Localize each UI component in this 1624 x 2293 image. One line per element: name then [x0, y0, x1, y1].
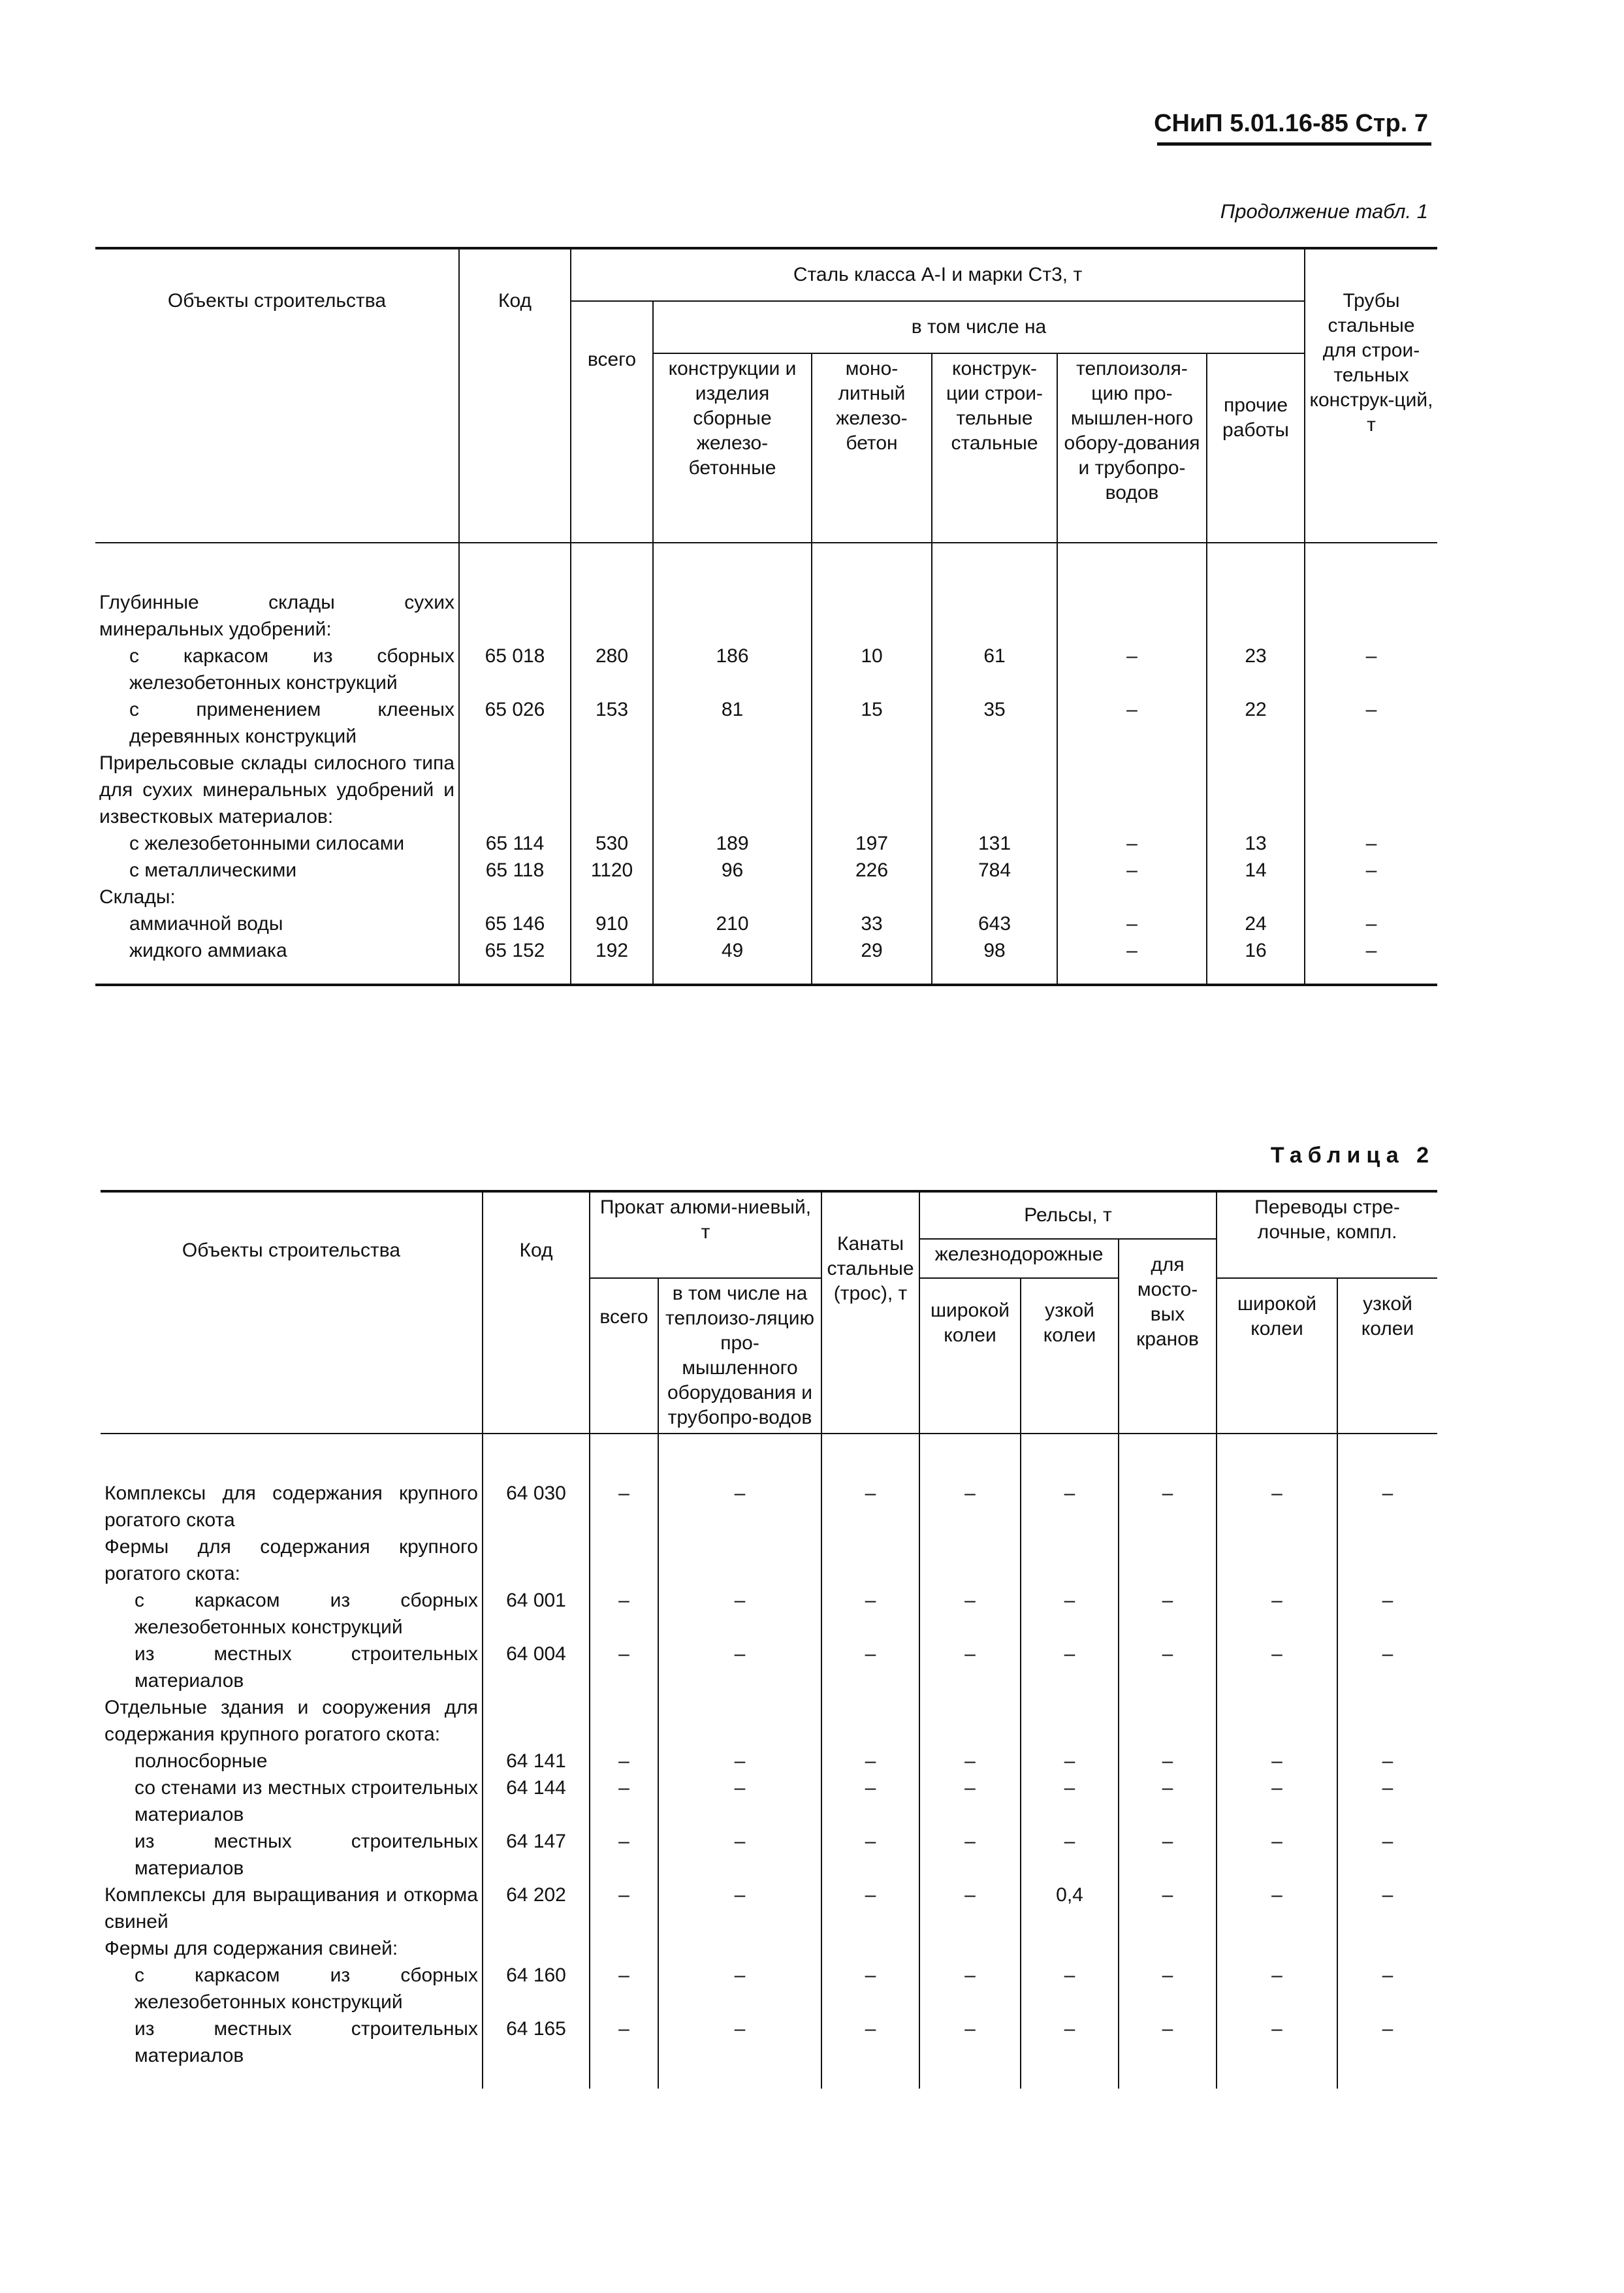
row-value: –: [590, 1480, 658, 1533]
t2-header-code: Код: [483, 1191, 590, 1434]
row-code: 64 165: [483, 2015, 590, 2069]
row-value: –: [821, 1774, 919, 1828]
row-value: –: [1305, 937, 1437, 964]
row-value: [658, 1694, 821, 1748]
t2-header-alum-total: всего: [590, 1278, 658, 1434]
row-value: [1337, 1935, 1437, 1962]
row-value: –: [919, 1748, 1021, 1774]
row-value: –: [1119, 1962, 1217, 2015]
row-value: [812, 884, 932, 910]
row-value: 16: [1207, 937, 1305, 964]
row-value: –: [658, 1641, 821, 1694]
row-code: 64 030: [483, 1480, 590, 1533]
row-value: –: [1021, 2015, 1119, 2069]
row-code: 65 114: [459, 830, 571, 857]
row-object-name: Комплексы для выращивания и откорма свиней: [101, 1882, 483, 1935]
spacer-cell: [483, 2069, 590, 2089]
row-code: 65 026: [459, 696, 571, 750]
row-value: 29: [812, 937, 932, 964]
row-value: –: [1337, 1962, 1437, 2015]
row-value: –: [1021, 1774, 1119, 1828]
row-value: [571, 750, 653, 830]
row-value: [1337, 1694, 1437, 1748]
row-value: –: [1057, 643, 1207, 696]
row-value: 96: [653, 857, 812, 884]
row-value: –: [1119, 2015, 1217, 2069]
row-value: 643: [932, 910, 1057, 937]
row-value: 197: [812, 830, 932, 857]
row-value: –: [658, 1774, 821, 1828]
row-code: [483, 1694, 590, 1748]
row-value: 910: [571, 910, 653, 937]
spacer-cell: [932, 964, 1057, 985]
table2-title: Таблица 2: [1270, 1143, 1435, 1168]
row-value: –: [658, 1480, 821, 1533]
row-value: –: [658, 1882, 821, 1935]
spacer-cell: [653, 964, 812, 985]
row-value: –: [1337, 1882, 1437, 1935]
row-object-name: Прирельсовые склады силосного типа для сухих минеральных удобрений и известковых материалов:: [95, 750, 459, 830]
row-value: 14: [1207, 857, 1305, 884]
row-code: [459, 589, 571, 643]
table-row: [101, 1480, 1437, 1533]
row-object-name: с железобетонными силосами: [95, 830, 459, 857]
row-value: –: [919, 1774, 1021, 1828]
row-object-name: Отдельные здания и сооружения для содержания крупного рогатого скота:: [101, 1694, 483, 1748]
row-value: –: [1305, 910, 1437, 937]
row-value: 0,4: [1021, 1882, 1119, 1935]
page-header: СНиП 5.01.16-85 Стр. 7: [1154, 110, 1428, 137]
row-value: [590, 1935, 658, 1962]
row-value: [821, 1533, 919, 1587]
row-code: 64 202: [483, 1882, 590, 1935]
row-value: –: [821, 1828, 919, 1882]
row-value: [919, 1694, 1021, 1748]
table1-continuation-note: Продолжение табл. 1: [1220, 200, 1428, 223]
row-value: –: [1217, 1882, 1337, 1935]
t2-header-rails: Рельсы, т: [919, 1191, 1217, 1239]
row-value: –: [1217, 1748, 1337, 1774]
header-rule: [1157, 142, 1431, 146]
row-value: –: [590, 1828, 658, 1882]
row-value: –: [1119, 1587, 1217, 1641]
table-end-row: [101, 2069, 1437, 2089]
t2-header-alum-incl: в том числе на теплоизо-ляцию про-мышленного оборудования и трубопро-водов: [658, 1278, 821, 1434]
row-value: 23: [1207, 643, 1305, 696]
spacer-cell: [1057, 964, 1207, 985]
row-object-name: с каркасом из сборных железобетонных конструкций: [101, 1962, 483, 2015]
row-value: –: [658, 1828, 821, 1882]
row-value: [919, 1935, 1021, 1962]
row-value: [1207, 884, 1305, 910]
row-value: –: [1337, 1480, 1437, 1533]
table-row: [101, 1641, 1437, 1694]
row-code: [483, 1533, 590, 1587]
row-code: [459, 750, 571, 830]
row-value: –: [919, 1882, 1021, 1935]
table-row: [95, 830, 1437, 857]
row-value: 13: [1207, 830, 1305, 857]
row-value: [658, 1935, 821, 1962]
row-value: –: [590, 2015, 658, 2069]
row-value: 1120: [571, 857, 653, 884]
t2-header-alum: Прокат алюми-ниевый, т: [590, 1191, 821, 1278]
table-row: [95, 910, 1437, 937]
t1-header-sub: теплоизоля-цию про-мышлен-ного обору-дования и трубопро-водов: [1057, 353, 1207, 543]
row-value: [1337, 1533, 1437, 1587]
row-value: –: [1021, 1828, 1119, 1882]
row-value: –: [919, 1962, 1021, 2015]
table-row: [101, 1533, 1437, 1587]
row-code: 65 018: [459, 643, 571, 696]
row-value: 15: [812, 696, 932, 750]
row-value: –: [590, 1882, 658, 1935]
row-value: –: [1217, 1962, 1337, 2015]
row-code: 64 160: [483, 1962, 590, 2015]
row-value: –: [1021, 1748, 1119, 1774]
row-value: [932, 750, 1057, 830]
row-code: 64 144: [483, 1774, 590, 1828]
row-value: [1021, 1533, 1119, 1587]
table-end-row: [95, 964, 1437, 985]
t1-header-incl: в том числе на: [653, 301, 1305, 353]
row-object-name: полносборные: [101, 1748, 483, 1774]
spacer-cell: [821, 2069, 919, 2089]
row-value: [1305, 589, 1437, 643]
row-value: 153: [571, 696, 653, 750]
row-value: 226: [812, 857, 932, 884]
row-value: [653, 884, 812, 910]
row-value: –: [1119, 1774, 1217, 1828]
row-value: [1207, 750, 1305, 830]
row-value: –: [919, 1587, 1021, 1641]
row-value: –: [658, 2015, 821, 2069]
t2-header-wide: широкой колеи: [919, 1278, 1021, 1434]
t1-header-total: всего: [571, 301, 653, 543]
row-object-name: из местных строительных материалов: [101, 1641, 483, 1694]
table-row: [95, 937, 1437, 964]
spacer-cell: [571, 964, 653, 985]
row-object-name: жидкого аммиака: [95, 937, 459, 964]
row-code: 64 147: [483, 1828, 590, 1882]
row-value: 530: [571, 830, 653, 857]
row-value: –: [1217, 1641, 1337, 1694]
row-value: 192: [571, 937, 653, 964]
row-value: 186: [653, 643, 812, 696]
row-value: 35: [932, 696, 1057, 750]
row-object-name: с каркасом из сборных железобетонных конструкций: [95, 643, 459, 696]
spacer-cell: [1119, 2069, 1217, 2089]
table-1: [95, 247, 1437, 986]
row-value: –: [590, 1774, 658, 1828]
t1-header-sub: прочие работы: [1207, 353, 1305, 543]
spacer-cell: [812, 964, 932, 985]
row-value: 22: [1207, 696, 1305, 750]
row-value: [812, 750, 932, 830]
table-row: [101, 1962, 1437, 2015]
row-value: –: [1021, 1962, 1119, 2015]
t1-header-sub: конструк-ции строи-тельные стальные: [932, 353, 1057, 543]
spacer-cell: [1207, 964, 1305, 985]
row-object-name: Фермы для содержания крупного рогатого скота:: [101, 1533, 483, 1587]
table-row: [101, 1748, 1437, 1774]
row-value: –: [1119, 1480, 1217, 1533]
table-row: [95, 884, 1437, 910]
spacer-cell: [658, 2069, 821, 2089]
row-code: 64 004: [483, 1641, 590, 1694]
row-value: –: [1305, 696, 1437, 750]
row-value: 131: [932, 830, 1057, 857]
row-value: [1057, 884, 1207, 910]
row-value: [1057, 589, 1207, 643]
spacer-cell: [101, 2069, 483, 2089]
row-value: –: [821, 1480, 919, 1533]
row-object-name: Глубинные склады сухих минеральных удобрений:: [95, 589, 459, 643]
row-code: [459, 884, 571, 910]
row-object-name: с металлическими: [95, 857, 459, 884]
row-value: 189: [653, 830, 812, 857]
row-value: –: [1217, 1828, 1337, 1882]
row-value: –: [1337, 1748, 1437, 1774]
row-value: 81: [653, 696, 812, 750]
row-value: [1021, 1694, 1119, 1748]
table-row: [101, 2015, 1437, 2069]
row-value: [1119, 1935, 1217, 1962]
row-value: –: [919, 2015, 1021, 2069]
row-value: –: [821, 1748, 919, 1774]
row-value: –: [821, 1882, 919, 1935]
row-value: –: [1337, 1641, 1437, 1694]
row-value: –: [658, 1587, 821, 1641]
row-value: [1217, 1533, 1337, 1587]
row-value: [919, 1533, 1021, 1587]
row-value: [658, 1533, 821, 1587]
row-value: 784: [932, 857, 1057, 884]
row-value: [812, 589, 932, 643]
row-value: –: [1057, 937, 1207, 964]
t2-header-narrow: узкой колеи: [1021, 1278, 1119, 1434]
row-value: –: [919, 1828, 1021, 1882]
row-value: –: [821, 1962, 919, 2015]
row-object-name: из местных строительных материалов: [101, 2015, 483, 2069]
t1-header-sub: конструкции и изделия сборные железо-бетонные: [653, 353, 812, 543]
row-value: [1217, 1935, 1337, 1962]
spacer-cell: [1305, 964, 1437, 985]
table-row: [101, 1587, 1437, 1641]
table-row: [95, 643, 1437, 696]
row-value: –: [821, 1641, 919, 1694]
row-code: 65 146: [459, 910, 571, 937]
row-value: –: [1217, 1774, 1337, 1828]
row-value: –: [590, 1641, 658, 1694]
table-row: [101, 1828, 1437, 1882]
row-value: –: [1119, 1641, 1217, 1694]
spacer-cell: [590, 2069, 658, 2089]
row-value: –: [658, 1748, 821, 1774]
spacer-cell: [919, 2069, 1021, 2089]
row-code: 64 001: [483, 1587, 590, 1641]
row-value: –: [1337, 1774, 1437, 1828]
row-value: 61: [932, 643, 1057, 696]
row-value: 10: [812, 643, 932, 696]
row-value: –: [1217, 1480, 1337, 1533]
row-value: –: [1057, 830, 1207, 857]
t2-header-bridge: для мосто-вых кранов: [1119, 1239, 1217, 1434]
row-value: 280: [571, 643, 653, 696]
row-value: [1119, 1694, 1217, 1748]
t2-header-railway: железнодорожные: [919, 1239, 1119, 1278]
row-object-name: из местных строительных материалов: [101, 1828, 483, 1882]
t1-header-code: Код: [459, 248, 571, 543]
spacer-cell: [1217, 2069, 1337, 2089]
row-value: 210: [653, 910, 812, 937]
row-value: [653, 750, 812, 830]
row-value: [1057, 750, 1207, 830]
spacer-cell: [1337, 2069, 1437, 2089]
row-value: –: [658, 1962, 821, 2015]
row-value: –: [1337, 1587, 1437, 1641]
table-row: [95, 750, 1437, 830]
row-value: [1217, 1694, 1337, 1748]
row-value: –: [919, 1480, 1021, 1533]
t2-header-sw-wide: широкой колеи: [1217, 1278, 1337, 1434]
row-value: 33: [812, 910, 932, 937]
row-object-name: аммиачной воды: [95, 910, 459, 937]
spacer-cell: [1021, 2069, 1119, 2089]
t2-header-sw-narrow: узкой колеи: [1337, 1278, 1437, 1434]
row-value: [1305, 884, 1437, 910]
table-row: [101, 1882, 1437, 1935]
table-row: [95, 696, 1437, 750]
row-value: [571, 884, 653, 910]
row-value: –: [1021, 1587, 1119, 1641]
row-value: –: [590, 1587, 658, 1641]
t1-header-objects: Объекты строительства: [95, 248, 459, 543]
row-value: –: [1217, 2015, 1337, 2069]
row-object-name: Склады:: [95, 884, 459, 910]
row-value: –: [1305, 857, 1437, 884]
table-row: [101, 1694, 1437, 1748]
row-value: –: [1021, 1480, 1119, 1533]
row-value: [932, 884, 1057, 910]
row-value: –: [919, 1641, 1021, 1694]
row-value: –: [1217, 1587, 1337, 1641]
t1-header-pipes: Трубы стальные для строи-тельных конструк-ций, т: [1305, 248, 1437, 543]
row-value: –: [1119, 1828, 1217, 1882]
table-row: [95, 589, 1437, 643]
row-value: –: [821, 2015, 919, 2069]
row-value: –: [1119, 1748, 1217, 1774]
row-value: –: [1057, 857, 1207, 884]
row-value: 98: [932, 937, 1057, 964]
t1-header-steel: Сталь класса A-I и марки Ст3, т: [571, 248, 1305, 301]
row-value: –: [1057, 910, 1207, 937]
row-object-name: с применением клееных деревянных конструкций: [95, 696, 459, 750]
t1-header-sub: моно-литный железо-бетон: [812, 353, 932, 543]
spacer-cell: [459, 964, 571, 985]
row-value: [821, 1694, 919, 1748]
row-value: –: [1337, 2015, 1437, 2069]
row-value: –: [1021, 1641, 1119, 1694]
t2-header-switches: Переводы стре-лочные, компл.: [1217, 1191, 1437, 1278]
t2-header-ropes: Канаты стальные (трос), т: [821, 1191, 919, 1434]
row-value: [1119, 1533, 1217, 1587]
row-value: [653, 589, 812, 643]
row-value: [571, 589, 653, 643]
row-value: [590, 1694, 658, 1748]
row-object-name: Фермы для содержания свиней:: [101, 1935, 483, 1962]
row-value: –: [590, 1748, 658, 1774]
row-value: –: [1119, 1882, 1217, 1935]
row-code: 65 152: [459, 937, 571, 964]
row-value: [1207, 589, 1305, 643]
row-value: –: [1057, 696, 1207, 750]
row-value: –: [821, 1587, 919, 1641]
table-row: [101, 1774, 1437, 1828]
row-value: [821, 1935, 919, 1962]
row-code: 65 118: [459, 857, 571, 884]
t2-header-objects: Объекты строительства: [101, 1191, 483, 1434]
row-value: –: [1305, 830, 1437, 857]
row-value: [932, 589, 1057, 643]
row-object-name: Комплексы для содержания крупного рогатого скота: [101, 1480, 483, 1533]
row-code: [483, 1935, 590, 1962]
row-value: [1021, 1935, 1119, 1962]
row-value: –: [1305, 643, 1437, 696]
row-value: 49: [653, 937, 812, 964]
spacer-cell: [95, 964, 459, 985]
table-2: [101, 1190, 1437, 2089]
row-value: –: [590, 1962, 658, 2015]
table-row: [101, 1935, 1437, 1962]
row-value: [590, 1533, 658, 1587]
row-value: –: [1337, 1828, 1437, 1882]
row-object-name: с каркасом из сборных железобетонных конструкций: [101, 1587, 483, 1641]
row-code: 64 141: [483, 1748, 590, 1774]
row-value: 24: [1207, 910, 1305, 937]
table-row: [95, 857, 1437, 884]
row-object-name: со стенами из местных строительных материалов: [101, 1774, 483, 1828]
row-value: [1305, 750, 1437, 830]
